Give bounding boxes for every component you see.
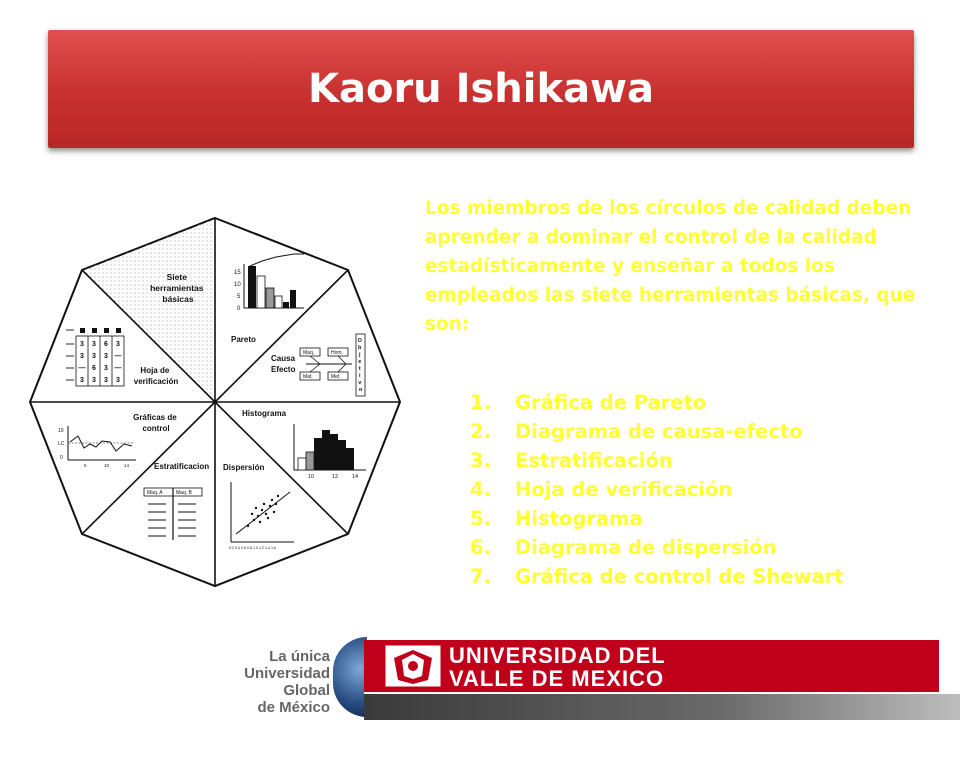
svg-text:Hom.: Hom. — [331, 350, 343, 356]
globe-icon — [333, 637, 367, 717]
title-bar — [48, 30, 914, 148]
intro-paragraph: Los miembros de los círculos de calidad deben aprender a dominar el control de la calidad estadísticamente y enseñar a todos los empleados las siete herramientas básicas, que son: — [425, 198, 916, 335]
laureate-text: Laureate International Universities® — [372, 750, 736, 769]
svg-text:10: 10 — [308, 474, 315, 480]
list-item: 1. Gráfica de Pareto — [470, 391, 707, 414]
svg-text:Gráficas de control: Gráficas de control — [133, 413, 177, 433]
tools-list — [470, 388, 844, 591]
seven-tools-octagon — [26, 216, 406, 588]
svg-text:5: 5 — [84, 463, 87, 468]
svg-text:3333: 3 3 3 3 — [80, 377, 120, 384]
university-name: UNIVERSIDAD DEL VALLE DE MEXICO — [449, 643, 666, 691]
list-item: 2. Diagrama de causa-efecto — [470, 420, 803, 443]
svg-text:—63—: — 6 3 — — [78, 365, 122, 372]
footer-tagline: La única Universidad Global de México — [244, 648, 330, 716]
svg-text:Causa Efecto: Causa Efecto — [271, 354, 296, 374]
svg-text:Maq. A: Maq. A — [147, 490, 163, 496]
svg-text:Dispersión: Dispersión — [223, 463, 265, 472]
svg-text:14: 14 — [352, 474, 359, 480]
svg-text:10: 10 — [234, 282, 241, 288]
list-item: 7. Gráfica de control de Shewart — [470, 565, 844, 588]
list-item: 3. Estratificación — [470, 449, 673, 472]
svg-text:Met.: Met. — [331, 374, 341, 380]
university-banner — [364, 640, 960, 769]
svg-text:0: 0 — [60, 455, 63, 461]
pareto-label: Pareto — [231, 335, 256, 344]
svg-text:10: 10 — [104, 463, 110, 468]
svg-text:O b j e: O b j e t i v o — [357, 338, 363, 393]
svg-text:Estratificacion: Estratificacion — [154, 462, 210, 471]
svg-text:Hoja de verificación: Hoja de verificación — [133, 366, 179, 386]
svg-text:0: 0 — [237, 306, 241, 312]
list-item: 5. Histograma — [470, 507, 643, 530]
list-item: 4. Hoja de verificación — [470, 478, 733, 501]
slide-title: Kaoru Ishikawa — [307, 66, 654, 112]
svg-text:Mat.: Mat. — [303, 374, 313, 380]
svg-text:0.2 0.4 0.6 0.8 1.0 1.2 1.4 1.: 0.2 0.4 0.6 0.8 1.0 1.2 1.4 1.6 — [229, 546, 276, 550]
svg-text:333—: 3 3 3 — — [80, 353, 122, 360]
banner-dark-band — [364, 694, 960, 769]
banner-red-band — [364, 640, 939, 692]
center-label: Siete herramientas básicas — [150, 272, 204, 304]
svg-text:12: 12 — [332, 474, 339, 480]
svg-text:14: 14 — [124, 463, 130, 468]
svg-text:LC: LC — [58, 441, 65, 447]
university-crest-icon — [384, 644, 442, 688]
svg-text:15: 15 — [234, 270, 241, 276]
svg-text:Maq. B: Maq. B — [176, 490, 192, 496]
svg-text:5: 5 — [237, 294, 241, 300]
svg-text:10: 10 — [58, 428, 64, 434]
svg-text:Histograma: Histograma — [242, 409, 287, 418]
svg-text:3363: 3 3 6 3 — [80, 341, 120, 348]
svg-text:Maq.: Maq. — [303, 350, 315, 356]
list-item: 6. Diagrama de dispersión — [470, 536, 777, 559]
